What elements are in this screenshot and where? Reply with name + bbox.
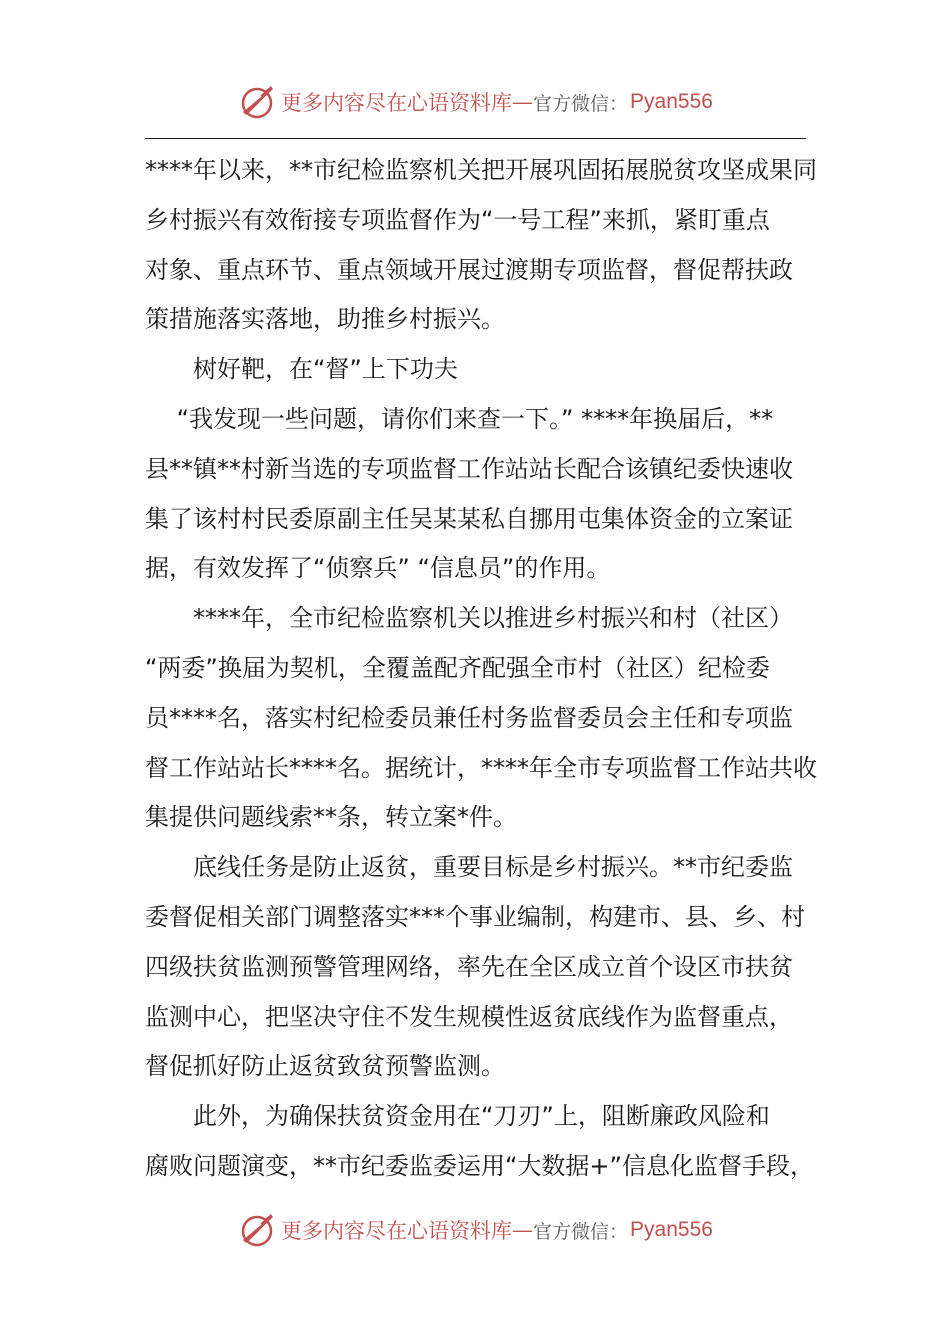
body-line: “两委”换届为契机，全覆盖配齐配强全市村（社区）纪检委	[145, 653, 770, 682]
body-line: 委督促相关部门调整落实***个事业编制，构建市、县、乡、村	[145, 902, 805, 931]
body-line: 策措施落实落地，助推乡村振兴。	[145, 305, 505, 334]
section-heading: 树好靶，在“督”上下功夫	[145, 355, 458, 384]
body-line: 此外，为确保扶贫资金用在“刀刃”上，阻断廉政风险和	[145, 1102, 770, 1131]
body-line: 员****名，落实村纪检委员兼任村务监督委员会主任和专项监	[145, 703, 793, 732]
body-line: 县**镇**村新当选的专项监督工作站站长配合该镇纪委快速收	[145, 454, 793, 483]
body-line: 对象、重点环节、重点领域开展过渡期专项监督，督促帮扶政	[145, 255, 793, 284]
header-divider	[145, 138, 806, 139]
header-wechat-label: 官方微信：	[533, 92, 629, 115]
body-line: 四级扶贫监测预警管理网络，率先在全区成立首个设区市扶贫	[145, 952, 793, 981]
document-body	[145, 146, 815, 1192]
body-line: ****年，全市纪检监察机关以推进乡村振兴和村（社区）	[145, 604, 793, 633]
footer-wechat-label: 官方微信：	[533, 1220, 629, 1243]
header-slogan: 更多内容尽在心语资料库	[281, 91, 513, 115]
body-line: “我发现一些问题，请你们来查一下。” ****年换届后，**	[145, 404, 774, 433]
body-line: 监测中心，把坚决守住不发生规模性返贫底线作为监督重点，	[145, 1002, 793, 1031]
header-banner	[0, 80, 950, 124]
footer-banner	[0, 1208, 950, 1252]
body-line: 腐败问题演变，**市纪委监委运用“大数据+”信息化监督手段，	[145, 1151, 814, 1180]
body-line: 督促抓好防止返贫致贫预警监测。	[145, 1052, 505, 1081]
footer-wechat-id: Pyan556	[630, 1218, 713, 1241]
pen-logo-icon	[237, 82, 277, 122]
footer-slogan: 更多内容尽在心语资料库	[281, 1219, 513, 1243]
body-line: 乡村振兴有效衔接专项监督作为“一号工程”来抓，紧盯重点	[145, 205, 770, 234]
body-line: 集了该村村民委原副主任吴某某私自挪用屯集体资金的立案证	[145, 504, 793, 533]
header-dash: —	[512, 90, 534, 114]
pen-logo-icon	[237, 1210, 277, 1250]
body-line: 督工作站站长****名。据统计，****年全市专项监督工作站共收	[145, 753, 817, 782]
body-line: 集提供问题线索**条，转立案*件。	[145, 803, 517, 832]
body-line: ****年以来，**市纪检监察机关把开展巩固拓展脱贫攻坚成果同	[145, 156, 817, 184]
body-line: 底线任务是防止返贫，重要目标是乡村振兴。**市纪委监	[145, 853, 793, 882]
footer-dash: —	[512, 1218, 534, 1242]
header-wechat-id: Pyan556	[630, 90, 713, 113]
body-line: 据，有效发挥了“侦察兵” “信息员”的作用。	[145, 554, 611, 583]
